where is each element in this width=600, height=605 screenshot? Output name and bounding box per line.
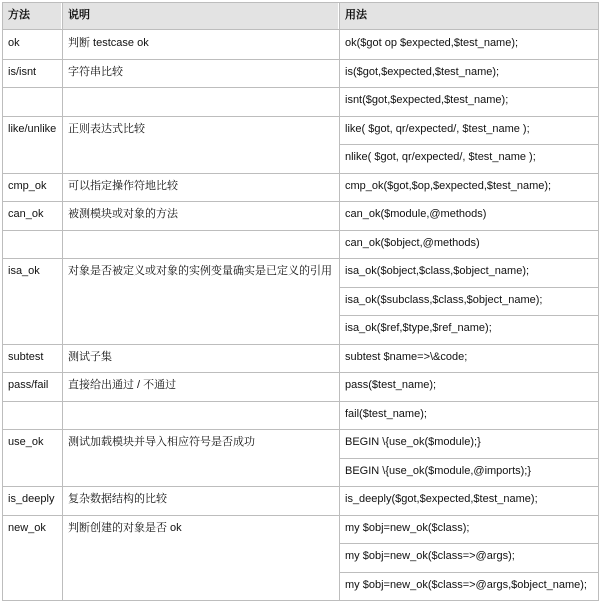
row-border (2, 600, 599, 601)
usage-cell: isa_ok($object,$class,$object_name); (345, 265, 530, 277)
usage-cell: isa_ok($subclass,$class,$object_name); (345, 293, 543, 306)
description-cell: 被测模块或对象的方法 (68, 208, 178, 220)
description-cell: 直接给出通过 / 不通过 (68, 379, 177, 391)
row-border (2, 486, 599, 487)
column-border (2, 2, 3, 601)
header-cell-desc (62, 2, 338, 29)
column-border (598, 2, 599, 601)
method-cell: subtest (8, 350, 44, 363)
usage-cell: is($got,$expected,$test_name); (345, 65, 500, 78)
row-border (2, 429, 599, 430)
usage-cell: BEGIN \{use_ok($module,@imports);} (345, 464, 532, 477)
usage-separator (339, 401, 599, 402)
method-cell: like/unlike (8, 122, 57, 135)
usage-separator (339, 572, 599, 573)
description-cell: 字符串比较 (68, 65, 123, 78)
row-border (2, 201, 599, 202)
description-cell: 复杂数据结构的比较 (68, 493, 167, 505)
usage-cell: ok($got op $expected,$test_name); (345, 37, 519, 49)
usage-cell: can_ok($object,@methods) (345, 236, 480, 249)
column-border (62, 2, 63, 601)
usage-separator (339, 144, 599, 145)
header-desc: 说明 (68, 9, 90, 21)
row-split-line (2, 230, 339, 231)
usage-separator (339, 230, 599, 231)
header-cell-method (2, 2, 61, 29)
method-cell: is/isnt (8, 65, 37, 78)
usage-cell: like( $got, qr/expected/, $test_name ); (345, 122, 530, 135)
description-cell: 可以指定操作符地比较 (68, 179, 178, 192)
usage-cell: my $obj=new_ok($class=>@args); (345, 550, 515, 562)
usage-cell: isnt($got,$expected,$test_name); (345, 94, 509, 106)
usage-cell: fail($test_name); (345, 407, 427, 420)
usage-cell: BEGIN \{use_ok($module);} (345, 436, 481, 448)
row-border (2, 173, 599, 174)
description-cell: 正则表达式比较 (68, 122, 145, 135)
row-split-line (2, 87, 339, 88)
row-border (2, 116, 599, 117)
method-cell: is_deeply (8, 493, 55, 505)
row-border (2, 372, 599, 373)
header-usage: 用法 (345, 9, 367, 21)
method-cell: cmp_ok (8, 179, 47, 192)
usage-separator (339, 315, 599, 316)
description-cell: 判断创建的对象是否 ok (68, 521, 182, 534)
method-cell: ok (8, 37, 20, 49)
row-border (2, 344, 599, 345)
method-cell: isa_ok (8, 265, 40, 277)
row-split-line (2, 401, 339, 402)
method-cell: can_ok (8, 208, 44, 220)
usage-separator (339, 458, 599, 459)
usage-separator (339, 287, 599, 288)
usage-cell: my $obj=new_ok($class=>@args,$object_name); (345, 578, 587, 591)
header-method: 方法 (8, 9, 30, 21)
usage-cell: is_deeply($got,$expected,$test_name); (345, 493, 538, 505)
usage-cell: subtest $name=>\&code; (345, 350, 468, 363)
column-border (339, 2, 340, 601)
usage-cell: nlike( $got, qr/expected/, $test_name ); (345, 151, 536, 163)
usage-cell: pass($test_name); (345, 379, 437, 391)
row-border (2, 59, 599, 60)
row-border (2, 2, 599, 3)
usage-cell: isa_ok($ref,$type,$ref_name); (345, 322, 492, 334)
row-border (2, 515, 599, 516)
usage-cell: my $obj=new_ok($class); (345, 521, 470, 534)
row-border (2, 258, 599, 259)
header-cell-usage (339, 2, 598, 29)
method-cell: new_ok (8, 521, 46, 534)
method-cell: pass/fail (8, 379, 49, 391)
method-cell: use_ok (8, 436, 44, 448)
description-cell: 判断 testcase ok (68, 37, 149, 49)
usage-cell: can_ok($module,@methods) (345, 208, 487, 220)
usage-separator (339, 87, 599, 88)
row-border (2, 29, 599, 30)
usage-separator (339, 543, 599, 544)
description-cell: 测试加载模块并导入相应符号是否成功 (68, 436, 255, 448)
usage-cell: cmp_ok($got,$op,$expected,$test_name); (345, 179, 552, 192)
description-cell: 对象是否被定义或对象的实例变量确实是已定义的引用 (68, 265, 332, 277)
description-cell: 测试子集 (68, 350, 112, 363)
